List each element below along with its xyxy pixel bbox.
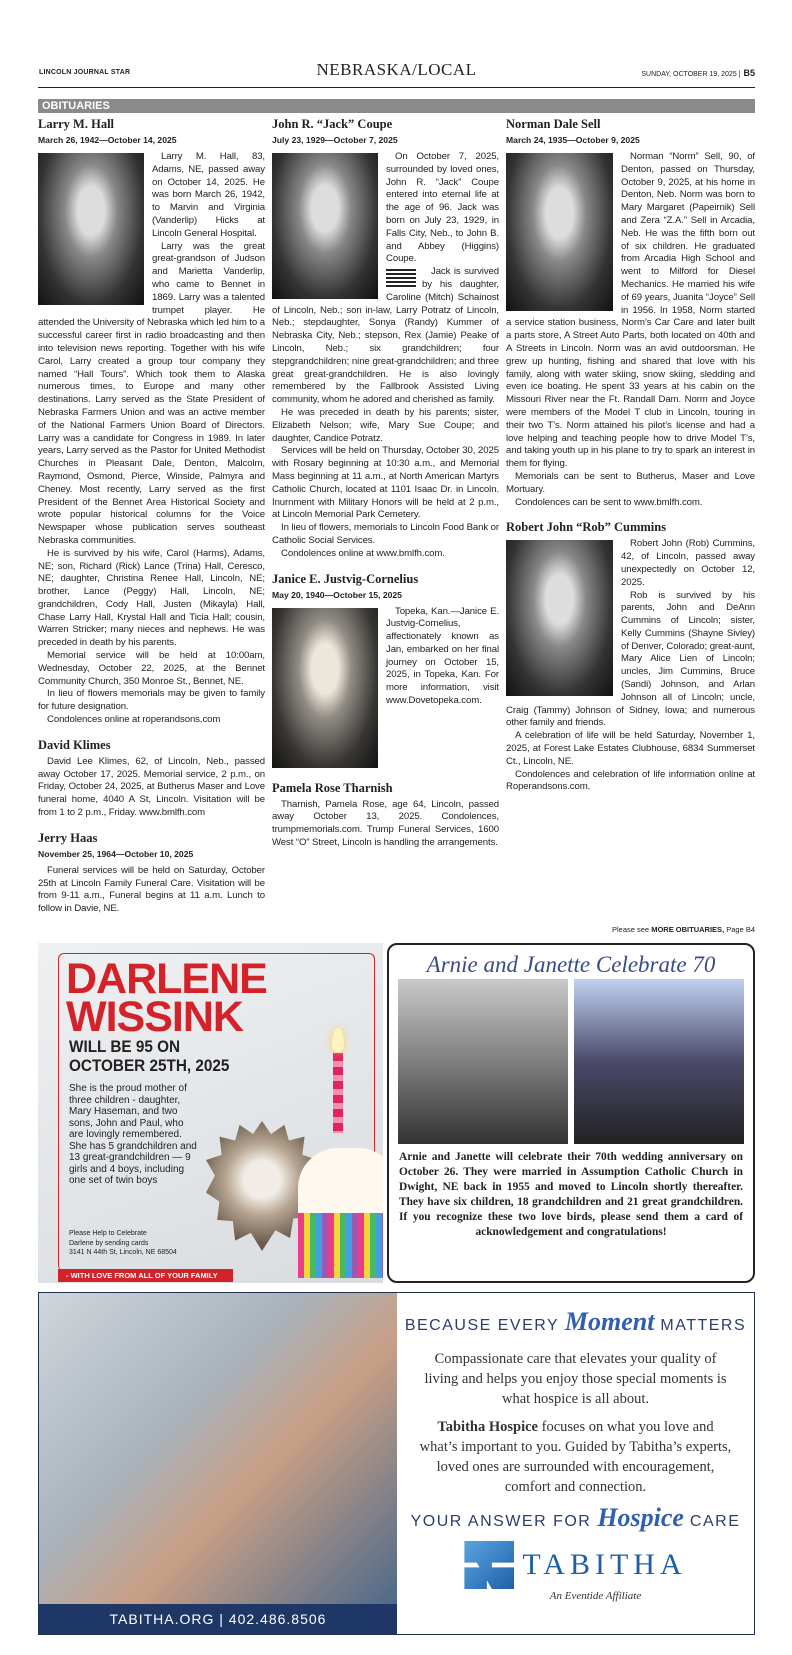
- ad-paragraph: Compassionate care that elevates your quality of living and helps you enjoy those special moments is what hospice is all about.: [424, 1351, 727, 1408]
- headline-script: Moment: [564, 1307, 655, 1337]
- column-2: [272, 116, 499, 850]
- ad-age: [69, 1037, 229, 1075]
- obit-paragraph: In lieu of flowers, memorials to Lincoln Food Bank or Catholic Social Services.: [272, 522, 499, 546]
- more-prefix: Please see: [612, 925, 650, 935]
- portrait-photo: [506, 153, 613, 311]
- portrait-photo: [38, 153, 144, 305]
- age-line: OCTOBER 25TH, 2025: [69, 1056, 230, 1076]
- ad-contact[interactable]: TABITHA.ORG | 402.486.8506: [39, 1604, 397, 1634]
- ad-photo-panel: [39, 1293, 397, 1634]
- ad-row: [38, 943, 755, 1283]
- small-line: Please Help to Celebrate: [69, 1230, 147, 1238]
- obit-paragraph: Condolences can be sent to www.bmlfh.com.: [515, 496, 703, 508]
- ad-headline: [397, 1307, 754, 1341]
- obit-paragraph: A celebration of life will be held Saturday, November 1, 2025, at Forest Lake Estates Clubhouse, 6834 Summerset Ct., Lincoln, NE.: [506, 730, 755, 767]
- tabitha-logo: [397, 1541, 754, 1589]
- small-line: 3141 N 44th St, Lincoln, NE 68504: [69, 1249, 177, 1257]
- newspaper-name: LINCOLN JOURNAL STAR: [39, 69, 131, 76]
- obit-paragraph: Tharnish, Pamela Rose, age 64, Lincoln, passed away October 13, 2025. Condolences, trumpmemorials.com. Trump Funeral Services, 1600 West “O” Street, Lincoln is handling the arrangements.: [272, 798, 499, 848]
- obit-name: Robert John “Rob” Cummins: [506, 520, 667, 535]
- obit-jerry-haas: [38, 830, 265, 916]
- page-number: B5: [743, 68, 755, 78]
- obit-paragraph: Condolences and celebration of life information online at Roperandsons.com.: [506, 768, 755, 793]
- obit-paragraph: Services will be held on Thursday, October 30, 2025 with Rosary beginning at 10:30 a.m., and Memorial Mass beginning at 11 a.m., at North American Martyrs Catholic Church, located at 1101 Isaac Dr. in Lincoln. Inurnment with Military Honors will be held at 2 p.m., at Lincoln Memorial Park Cemetery.: [272, 445, 499, 521]
- obit-larry-hall: [38, 116, 265, 727]
- obit-janice-justvig-cornelius: [272, 571, 499, 770]
- ad-title: Arnie and Janette Celebrate 70: [426, 952, 716, 978]
- obit-name: Jerry Haas: [38, 830, 98, 845]
- obit-paragraph: He is survived by his wife, Carol (Harms), Adams, NE; son, Richard (Rick) Lance (Trina) Hall, Ceresco, NE; daughter, Christina Renee Hall, Lincoln, NE; brother, Lance (Peggy) Hall, Lincoln, NE; grandchildren, Cody Hall, Justen (Mikayla) Hall, Chase Larry Hall, Krystal Hall and Ticia Hall; cousin, Warren Stricker; many nieces and nephews. He was preceded in death by his parents.: [38, 547, 265, 649]
- portrait-photo: [272, 608, 378, 768]
- obit-name: Janice E. Justvig-Cornelius: [272, 571, 419, 586]
- tagline-pre: YOUR ANSWER FOR: [410, 1513, 592, 1531]
- column-3: [506, 116, 755, 794]
- obit-jack-coupe: [272, 116, 499, 561]
- obit-paragraph: Larry was the great great-grandson of Judson and Marietta Vanderlip, who came to Bennet in 1869. Larry was a talented trumpet player. He attended the University of Nebraska which led him to a successful career first in radio broadcasting and then into television news reporting. Together with his wife Carol, Larry created a group tour company they named “Hall Tours”. Which took them to Alaska numerous times, to Europe and many other destinations. Larry served as the State President of Nebraska Farmers Union and was an active member of the National Farmers Union Board of Directors. Larry was a candidate for Congress in 1989. In later years, Larry served as the Pastor for United Methodist Churches in Pleasant Dale, Denton, Malcolm, Raymond, Osmond, Pierce, Winside, Palmyra and Cheney. Most recently, Larry served as the first President of the Bennet Area Historical Society and wrote popular historical columns for the Voice Newspaper whose publication serves southeast Nebraska communities.: [38, 240, 265, 546]
- headline-post: MATTERS: [660, 1317, 747, 1335]
- ad-name: [66, 955, 267, 1042]
- obit-paragraph: Robert John (Rob) Cummins, 42, of Lincoln, passed away unexpectedly on October 12, 2025.: [621, 538, 755, 588]
- obit-paragraph: Jack is survived by his daughter, Caroline (Mitch) Schainost of Lincoln, Neb.; son in-law, Larry Potratz of Lincoln, Neb.; stepdaughter, Sonya (Randy) Kummer of Nebraska City, Neb.; stepson, Rex (Jamie) Peake of Lincoln, Neb.; six grandchildren; four stepgrandchildren; nine great-grandchildren; and three great great-grandchildren. He is also lovingly remembered by the Fallbrook Assisted Living community, whom he adored and cherished as family.: [272, 266, 499, 406]
- obituaries-bar: OBITUARIES: [38, 99, 755, 113]
- photo-row: [389, 979, 753, 1144]
- tabitha-hospice-ad: [38, 1292, 755, 1635]
- affiliate-text: An Eventide Affiliate: [549, 1590, 642, 1603]
- obit-name: Norman Dale Sell: [506, 117, 601, 131]
- headline-pre: BECAUSE EVERY: [404, 1317, 559, 1335]
- obit-paragraph: Larry M. Hall, 83, Adams, NE, passed away on October 14, 2025. He was born March 26, 1942, to Marvin and Virginia (Vanderlip) Hicks at Lincoln General Hospital.: [152, 151, 265, 239]
- issue-date: [641, 68, 755, 78]
- ad-address: [69, 1229, 177, 1258]
- obit-dates: March 24, 1935—October 9, 2025: [506, 135, 640, 145]
- paragraph-text: focuses on what you love and what’s important to you. Guided by Tabitha’s experts, loved ones are surrounded with encouragement, comfort and connection.: [419, 1419, 732, 1496]
- tagline-post: CARE: [689, 1513, 741, 1531]
- couple-photo: [574, 979, 744, 1144]
- logo-text: TABITHA: [522, 1548, 687, 1582]
- anniversary-ad: [387, 943, 755, 1283]
- american-flag-icon: [386, 269, 416, 289]
- obit-dates: March 26, 1942—October 14, 2025: [38, 135, 177, 145]
- ad-copy: [397, 1293, 754, 1634]
- obit-paragraph: On October 7, 2025, surrounded by loved ones, John R. “Jack” Coupe entered into eternal life at the age of 96. Jack was born on July 23, 1929, in Falls City, Neb., to John B. and Abbey (Higgins) Coupe.: [386, 151, 499, 265]
- ad-tagline: [397, 1503, 754, 1537]
- obit-paragraph: Memorials can be sent to Butherus, Maser and Love Mortuary.: [506, 470, 755, 495]
- page-header: [38, 0, 755, 88]
- obit-name: Pamela Rose Tharnish: [272, 780, 393, 795]
- obit-paragraph: David Lee Klimes, 62, of Lincoln, Neb., passed away October 17, 2025. Memorial service, 2 p.m., on Friday, October 24, 2025, at Butherus Maser and Love funeral home, 4040 A St, Lincoln. Visitation will be from 1 to 2 p.m., Friday. www.bmlfh.com: [38, 755, 265, 819]
- obit-paragraph: Norman “Norm” Sell, 90, of Denton, passed on Thursday, October 9, 2025, at his home in Denton, Neb. Norm was born to Mary Margaret (Papeirnik) Sell and Zera “Z.A.” Sell in Arcadia, Neb. He was the fifth born out of six children. He graduated from Arcadia High School and went to Milford for Diesel Mechanics. He married his wife of 69 years, Juanita “Joyce” Sell in 1956. In 1958, Norm started a service station business, Norm’s Car Care and later built a parts store, A Street Auto Parts, both located on 40th and A Streets in Lincoln. Norm was an avid outdoorsman. He grew up hunting, fishing and shared that love with his family, along with water skiing, snow skiing, sledding and even ice boating. He spent 33 years at his cabin on the Missouri River near the Ft. Randall Dam. Norm and Joyce were members of the Model T club in Lincoln, touring in their two T’s. Norm attained his pilot’s license and had a love helping and teaching people how to drive Model T’s, and taking youth up in his plane to try to spark an interest in them for flying.: [506, 151, 755, 470]
- more-section: MORE OBITUARIES,: [651, 925, 725, 935]
- cupcake-image: [298, 1148, 383, 1278]
- wedding-photo: [398, 979, 568, 1144]
- obit-name: Larry M. Hall: [38, 117, 115, 131]
- darlene-birthday-ad: [38, 943, 383, 1283]
- obit-norman-sell: [506, 116, 755, 509]
- obit-paragraph: Condolences online at roperandsons.com: [47, 714, 221, 726]
- obit-paragraph: Rob is survived by his parents, John and DeAnn Cummins of Lincoln; sister, Kelly Cummins (Shayne Sivley) of Denver, Colorado; great-aunt, Mary Alice Lien of Lincoln; uncles, Jim Cummins, Bruce (Sandi) Johnson, and Arlan Johnson all of Lincoln; uncle, Craig (Tammy) Johnson of Sidney, Iowa; and numerous other family and friends.: [506, 589, 755, 729]
- age-line: WILL BE 95 ON: [69, 1037, 181, 1057]
- date-text: SUNDAY, OCTOBER 19, 2025 |: [641, 71, 741, 78]
- obit-name: David Klimes: [38, 737, 111, 752]
- family-photo: [39, 1293, 397, 1604]
- more-obituaries-link[interactable]: [38, 924, 755, 935]
- obit-name: John R. “Jack” Coupe: [272, 117, 393, 131]
- more-page: Page B4: [726, 925, 755, 935]
- brand-bold: Tabitha Hospice: [437, 1419, 538, 1436]
- ad-signoff: - WITH LOVE FROM ALL OF YOUR FAMILY: [58, 1269, 233, 1282]
- obit-dates: November 25, 1964—October 10, 2025: [38, 848, 194, 859]
- obit-dates: July 23, 1929—October 7, 2025: [272, 135, 398, 145]
- portrait-photo: [506, 540, 613, 696]
- obit-dates: May 20, 1940—October 15, 2025: [272, 589, 402, 600]
- obit-paragraph: Memorial service will be held at 10:00am, Wednesday, October 22, 2025, at the Bennet Community Church, 350 Monroe St., Bennet, NE.: [38, 650, 265, 687]
- ad-body: She is the proud mother of three children - daughter, Mary Haseman, and two sons, John and Paul, who are lovingly remembered. She has 5 grandchildren and 13 great-grandchildren — 9 girls and 4 boys, including one set of twin boys: [69, 1083, 197, 1187]
- obit-pamela-tharnish: [272, 780, 499, 850]
- obit-paragraph: Condolences online at www.bmlfh.com.: [281, 547, 445, 559]
- ad-paragraph: [397, 1417, 754, 1497]
- obituary-columns: [38, 116, 755, 916]
- obit-rob-cummins: [506, 519, 755, 794]
- name-line: DARLENE: [66, 955, 267, 1004]
- obit-paragraph: Topeka, Kan.—Janice E. Justvig-Cornelius, affectionately known as Jan, embarked on her final journey on October 15, 2025, in Topeka, Kan. For more information, visit www.Dovetopeka.com.: [386, 605, 499, 707]
- name-line: WISSINK: [66, 993, 243, 1042]
- tagline-script: Hospice: [597, 1503, 684, 1533]
- section-title: NEBRASKA/LOCAL: [316, 60, 477, 79]
- tabitha-logo-icon: [464, 1541, 514, 1589]
- candle-image: [333, 1053, 343, 1133]
- column-1: [38, 116, 265, 916]
- obit-paragraph: Funeral services will be held on Saturday, October 25th at Lincoln Family Funeral Care. Visitation will be from 9-11 a.m., Funeral begins at 11 a.m. Lunch to follow in Davie, NE.: [38, 864, 265, 915]
- portrait-photo: [272, 153, 378, 299]
- small-line: Darlene by sending cards: [69, 1239, 149, 1247]
- obit-paragraph: In lieu of flowers memorials may be given to family for future designation.: [38, 688, 265, 713]
- ad-text: Arnie and Janette will celebrate their 70th wedding anniversary on October 26. They were married in Assumption Catholic Church in Dwight, NE back in 1955 and moved to Lincoln shortly thereafter. They have six children, 18 grandchildren and 21 great grandchildren. If you recognize these two love birds, please send them a card of acknowledgement and congratulations!: [399, 1151, 743, 1239]
- obit-paragraph: He was preceded in death by his parents; sister, Elizabeth Nelson; wife, Mary Sue Coupe; and daughter, Candice Potratz.: [272, 406, 499, 444]
- obit-david-klimes: [38, 737, 265, 820]
